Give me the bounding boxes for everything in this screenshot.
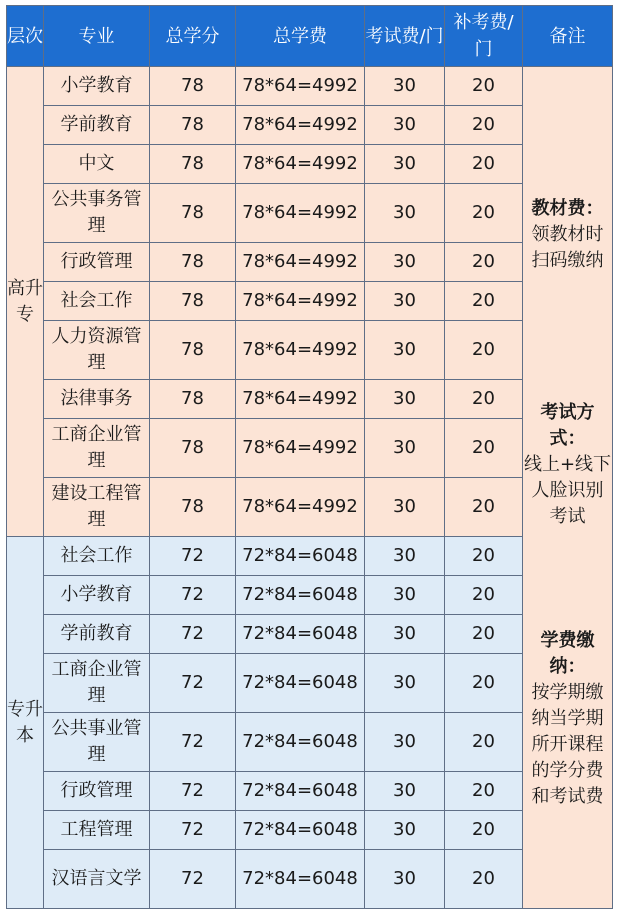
retake-fee-cell: 20 xyxy=(445,106,523,145)
exam-fee-cell: 30 xyxy=(365,772,445,811)
credits-cell: 78 xyxy=(150,145,236,184)
retake-fee-cell: 20 xyxy=(445,243,523,282)
credits-cell: 72 xyxy=(150,811,236,850)
tuition-cell: 78*64=4992 xyxy=(236,184,365,243)
table-row xyxy=(7,811,613,850)
header-row xyxy=(7,6,613,67)
exam-fee-cell: 30 xyxy=(365,184,445,243)
header-level: 层次 xyxy=(7,6,44,67)
tuition-cell: 72*84=6048 xyxy=(236,713,365,772)
header-credits: 总学分 xyxy=(150,6,236,67)
credits-cell: 78 xyxy=(150,380,236,419)
credits-cell: 78 xyxy=(150,243,236,282)
major-cell: 社会工作 xyxy=(44,537,150,576)
table-row xyxy=(7,67,613,106)
tuition-cell: 72*84=6048 xyxy=(236,576,365,615)
retake-fee-cell: 20 xyxy=(445,654,523,713)
exam-fee-cell: 30 xyxy=(365,478,445,537)
tuition-cell: 78*64=4992 xyxy=(236,321,365,380)
credits-cell: 72 xyxy=(150,850,236,909)
table-row xyxy=(7,419,613,478)
major-cell: 法律事务 xyxy=(44,380,150,419)
exam-fee-cell: 30 xyxy=(365,106,445,145)
exam-fee-cell: 30 xyxy=(365,145,445,184)
tuition-cell: 72*84=6048 xyxy=(236,772,365,811)
tuition-cell: 78*64=4992 xyxy=(236,243,365,282)
major-cell: 工商企业管理 xyxy=(44,419,150,478)
note-body: 按学期缴纳当学期所开课程的学分费和考试费 xyxy=(531,681,604,807)
tuition-cell: 78*64=4992 xyxy=(236,478,365,537)
table-row xyxy=(7,850,613,909)
credits-cell: 78 xyxy=(150,478,236,537)
note-body: 线上+线下人脸识别考试 xyxy=(523,453,612,527)
major-cell: 小学教育 xyxy=(44,576,150,615)
retake-fee-cell: 20 xyxy=(445,145,523,184)
tuition-cell: 72*84=6048 xyxy=(236,654,365,713)
major-cell: 人力资源管理 xyxy=(44,321,150,380)
tuition-cell: 78*64=4992 xyxy=(236,282,365,321)
note-title: 考试方式： xyxy=(540,401,595,449)
retake-fee-cell: 20 xyxy=(445,282,523,321)
major-cell: 行政管理 xyxy=(44,243,150,282)
exam-fee-cell: 30 xyxy=(365,537,445,576)
major-cell: 社会工作 xyxy=(44,282,150,321)
exam-fee-cell: 30 xyxy=(365,576,445,615)
retake-fee-cell: 20 xyxy=(445,380,523,419)
retake-fee-cell: 20 xyxy=(445,811,523,850)
tuition-cell: 72*84=6048 xyxy=(236,537,365,576)
credits-cell: 78 xyxy=(150,321,236,380)
table-row xyxy=(7,282,613,321)
credits-cell: 78 xyxy=(150,67,236,106)
table-row xyxy=(7,537,613,576)
exam-fee-cell: 30 xyxy=(365,615,445,654)
note-title: 教材费： xyxy=(531,197,604,219)
tuition-cell: 78*64=4992 xyxy=(236,145,365,184)
header-major: 专业 xyxy=(44,6,150,67)
header-notes: 备注 xyxy=(523,6,613,67)
header-tuition: 总学费 xyxy=(236,6,365,67)
table-row xyxy=(7,106,613,145)
table-row xyxy=(7,576,613,615)
credits-cell: 78 xyxy=(150,106,236,145)
credits-cell: 72 xyxy=(150,654,236,713)
table-row xyxy=(7,615,613,654)
table-row xyxy=(7,380,613,419)
tuition-cell: 78*64=4992 xyxy=(236,419,365,478)
credits-cell: 78 xyxy=(150,184,236,243)
table-row xyxy=(7,654,613,713)
major-cell: 工商企业管理 xyxy=(44,654,150,713)
credits-cell: 78 xyxy=(150,419,236,478)
exam-fee-cell: 30 xyxy=(365,380,445,419)
note-block xyxy=(523,628,612,810)
header-retake-fee: 补考费/门 xyxy=(445,6,523,67)
exam-fee-cell: 30 xyxy=(365,850,445,909)
header-exam-fee: 考试费/门 xyxy=(365,6,445,67)
table-row xyxy=(7,478,613,537)
note-title: 学费缴纳： xyxy=(540,629,595,677)
tuition-cell: 78*64=4992 xyxy=(236,67,365,106)
table-row xyxy=(7,184,613,243)
table-row xyxy=(7,321,613,380)
retake-fee-cell: 20 xyxy=(445,321,523,380)
table-row xyxy=(7,243,613,282)
retake-fee-cell: 20 xyxy=(445,713,523,772)
credits-cell: 72 xyxy=(150,615,236,654)
credits-cell: 72 xyxy=(150,537,236,576)
major-cell: 建设工程管理 xyxy=(44,478,150,537)
major-cell: 中文 xyxy=(44,145,150,184)
retake-fee-cell: 20 xyxy=(445,478,523,537)
tuition-cell: 78*64=4992 xyxy=(236,106,365,145)
major-cell: 公共事业管理 xyxy=(44,713,150,772)
retake-fee-cell: 20 xyxy=(445,576,523,615)
major-cell: 工程管理 xyxy=(44,811,150,850)
credits-cell: 78 xyxy=(150,282,236,321)
retake-fee-cell: 20 xyxy=(445,615,523,654)
tuition-cell: 78*64=4992 xyxy=(236,380,365,419)
fee-table xyxy=(6,5,613,909)
retake-fee-cell: 20 xyxy=(445,850,523,909)
major-cell: 学前教育 xyxy=(44,615,150,654)
level-cell: 专升本 xyxy=(7,537,44,909)
exam-fee-cell: 30 xyxy=(365,654,445,713)
table-row xyxy=(7,145,613,184)
note-block xyxy=(523,196,612,274)
exam-fee-cell: 30 xyxy=(365,713,445,772)
retake-fee-cell: 20 xyxy=(445,67,523,106)
credits-cell: 72 xyxy=(150,772,236,811)
table-row xyxy=(7,772,613,811)
exam-fee-cell: 30 xyxy=(365,67,445,106)
exam-fee-cell: 30 xyxy=(365,321,445,380)
major-cell: 学前教育 xyxy=(44,106,150,145)
major-cell: 行政管理 xyxy=(44,772,150,811)
retake-fee-cell: 20 xyxy=(445,772,523,811)
level-cell: 高升专 xyxy=(7,67,44,537)
note-body: 领教材时扫码缴纳 xyxy=(531,223,604,271)
tuition-cell: 72*84=6048 xyxy=(236,811,365,850)
retake-fee-cell: 20 xyxy=(445,419,523,478)
retake-fee-cell: 20 xyxy=(445,184,523,243)
major-cell: 公共事务管理 xyxy=(44,184,150,243)
note-block xyxy=(523,400,612,530)
credits-cell: 72 xyxy=(150,576,236,615)
credits-cell: 72 xyxy=(150,713,236,772)
major-cell: 汉语言文学 xyxy=(44,850,150,909)
exam-fee-cell: 30 xyxy=(365,811,445,850)
exam-fee-cell: 30 xyxy=(365,243,445,282)
major-cell: 小学教育 xyxy=(44,67,150,106)
tuition-cell: 72*84=6048 xyxy=(236,615,365,654)
table-row xyxy=(7,713,613,772)
notes-cell xyxy=(523,67,613,909)
exam-fee-cell: 30 xyxy=(365,419,445,478)
retake-fee-cell: 20 xyxy=(445,537,523,576)
exam-fee-cell: 30 xyxy=(365,282,445,321)
tuition-cell: 72*84=6048 xyxy=(236,850,365,909)
